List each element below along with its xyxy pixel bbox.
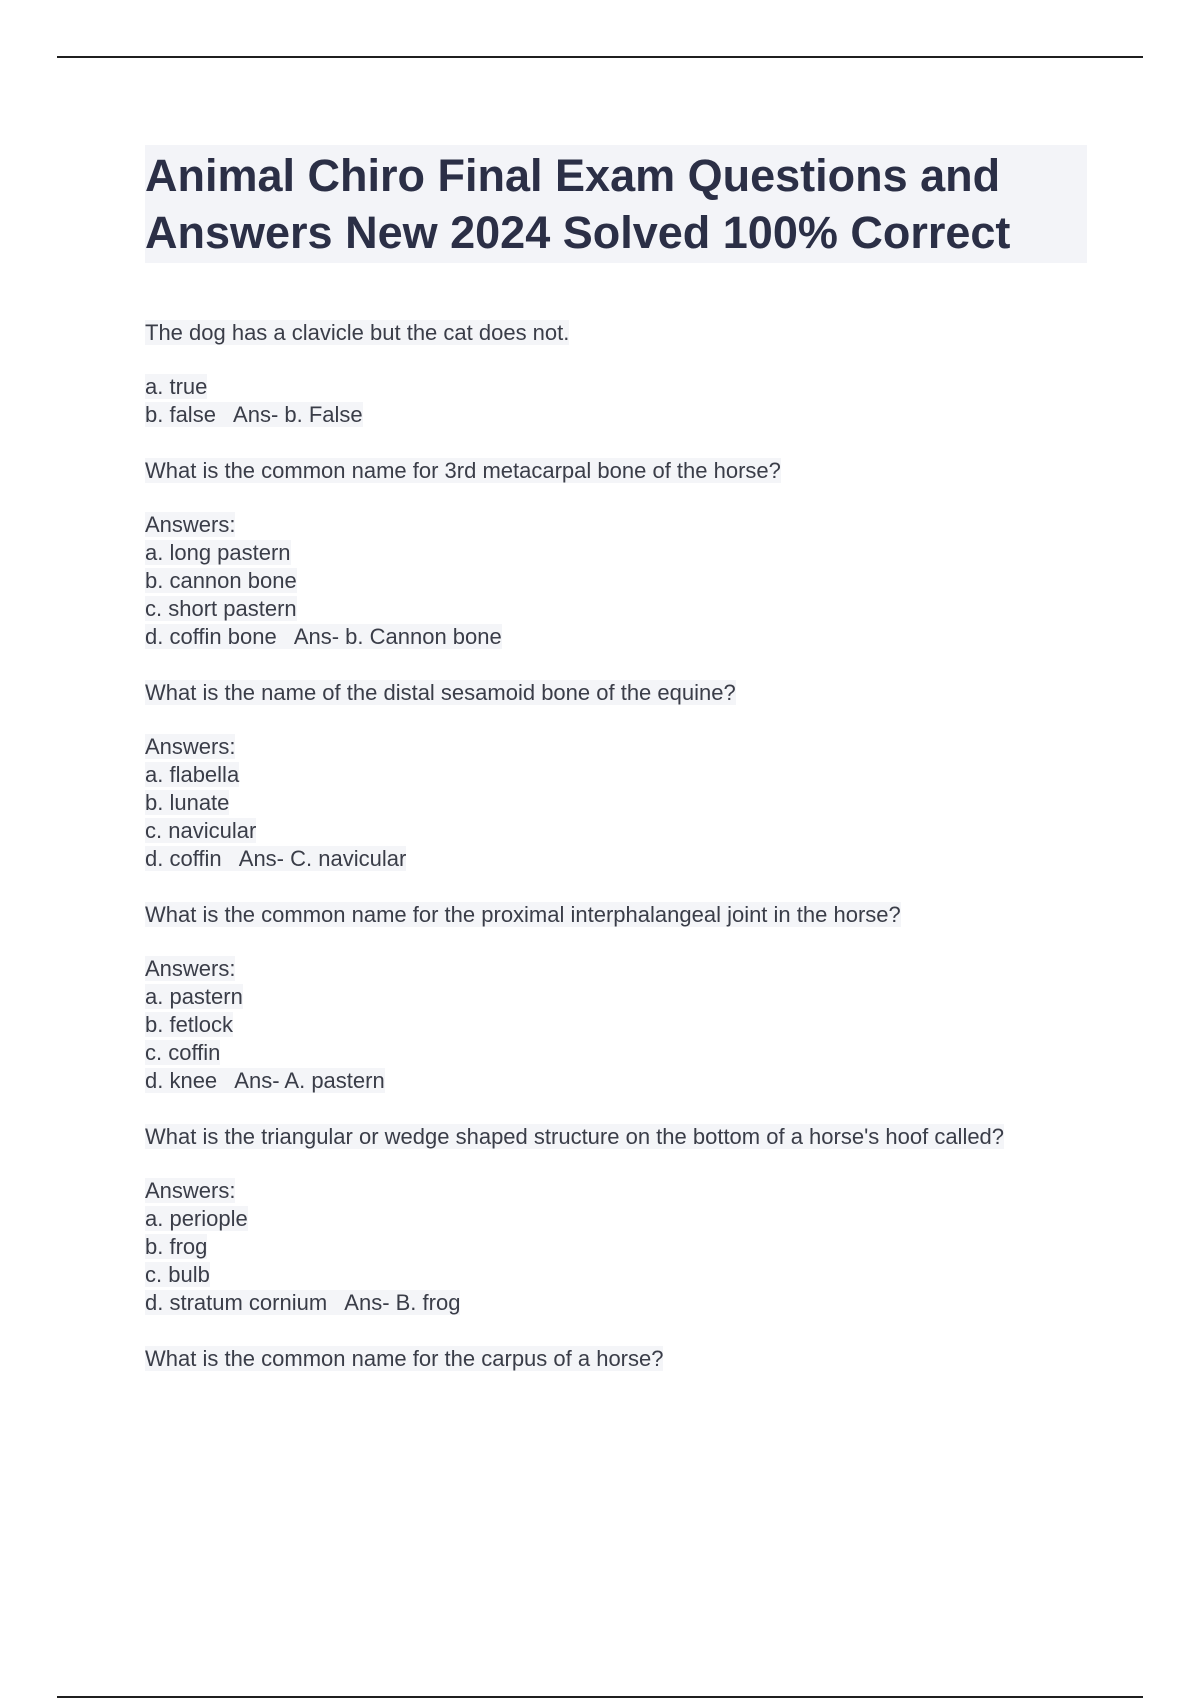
- answer-line: b. lunate: [145, 790, 230, 815]
- answer-line: c. short pastern: [145, 596, 297, 621]
- question-block-5: [145, 1123, 1095, 1317]
- answer-line: c. coffin: [145, 1040, 221, 1065]
- answer-options: [145, 511, 1095, 651]
- answer-options: [145, 373, 1095, 429]
- answer-line: Answers:: [145, 1178, 236, 1203]
- answer-options: [145, 733, 1095, 873]
- question-text: What is the triangular or wedge shaped structure on the bottom of a horse's hoof called?: [145, 1124, 1005, 1149]
- page-content: [145, 145, 1095, 1373]
- answer-line: d. coffin Ans- C. navicular: [145, 846, 407, 871]
- answer-line: b. fetlock: [145, 1012, 234, 1037]
- question-block-1: [145, 319, 1095, 429]
- question-text: What is the common name for the carpus of a horse?: [145, 1346, 664, 1371]
- answer-line: b. frog: [145, 1234, 208, 1259]
- answer-line: Answers:: [145, 734, 236, 759]
- answer-line: b. cannon bone: [145, 568, 297, 593]
- question-block-3: [145, 679, 1095, 873]
- answer-line: d. knee Ans- A. pastern: [145, 1068, 385, 1093]
- answer-line: a. pastern: [145, 984, 243, 1009]
- answer-line: Answers:: [145, 956, 236, 981]
- answer-line: a. periople: [145, 1206, 248, 1231]
- answer-line: Answers:: [145, 512, 236, 537]
- answer-line: a. long pastern: [145, 540, 291, 565]
- question-list: [145, 319, 1095, 1373]
- answer-line: c. navicular: [145, 818, 257, 843]
- question-text: What is the name of the distal sesamoid bone of the equine?: [145, 680, 736, 705]
- question-block-6: [145, 1345, 1095, 1373]
- question-text: The dog has a clavicle but the cat does not.: [145, 320, 570, 345]
- question-text: What is the common name for the proximal interphalangeal joint in the horse?: [145, 902, 901, 927]
- answer-line: a. true: [145, 374, 208, 399]
- answer-line: d. coffin bone Ans- b. Cannon bone: [145, 624, 502, 649]
- question-text: What is the common name for 3rd metacarpal bone of the horse?: [145, 458, 781, 483]
- answer-line: b. false Ans- b. False: [145, 402, 363, 427]
- bottom-rule: [57, 1696, 1143, 1698]
- answer-line: c. bulb: [145, 1262, 210, 1287]
- document-title: Animal Chiro Final Exam Questions and Answers New 2024 Solved 100% Correct: [145, 145, 1087, 263]
- top-rule: [57, 56, 1143, 58]
- answer-line: d. stratum cornium Ans- B. frog: [145, 1290, 461, 1315]
- question-block-2: [145, 457, 1095, 651]
- answer-line: a. flabella: [145, 762, 240, 787]
- question-block-4: [145, 901, 1095, 1095]
- answer-options: [145, 1177, 1095, 1317]
- answer-options: [145, 955, 1095, 1095]
